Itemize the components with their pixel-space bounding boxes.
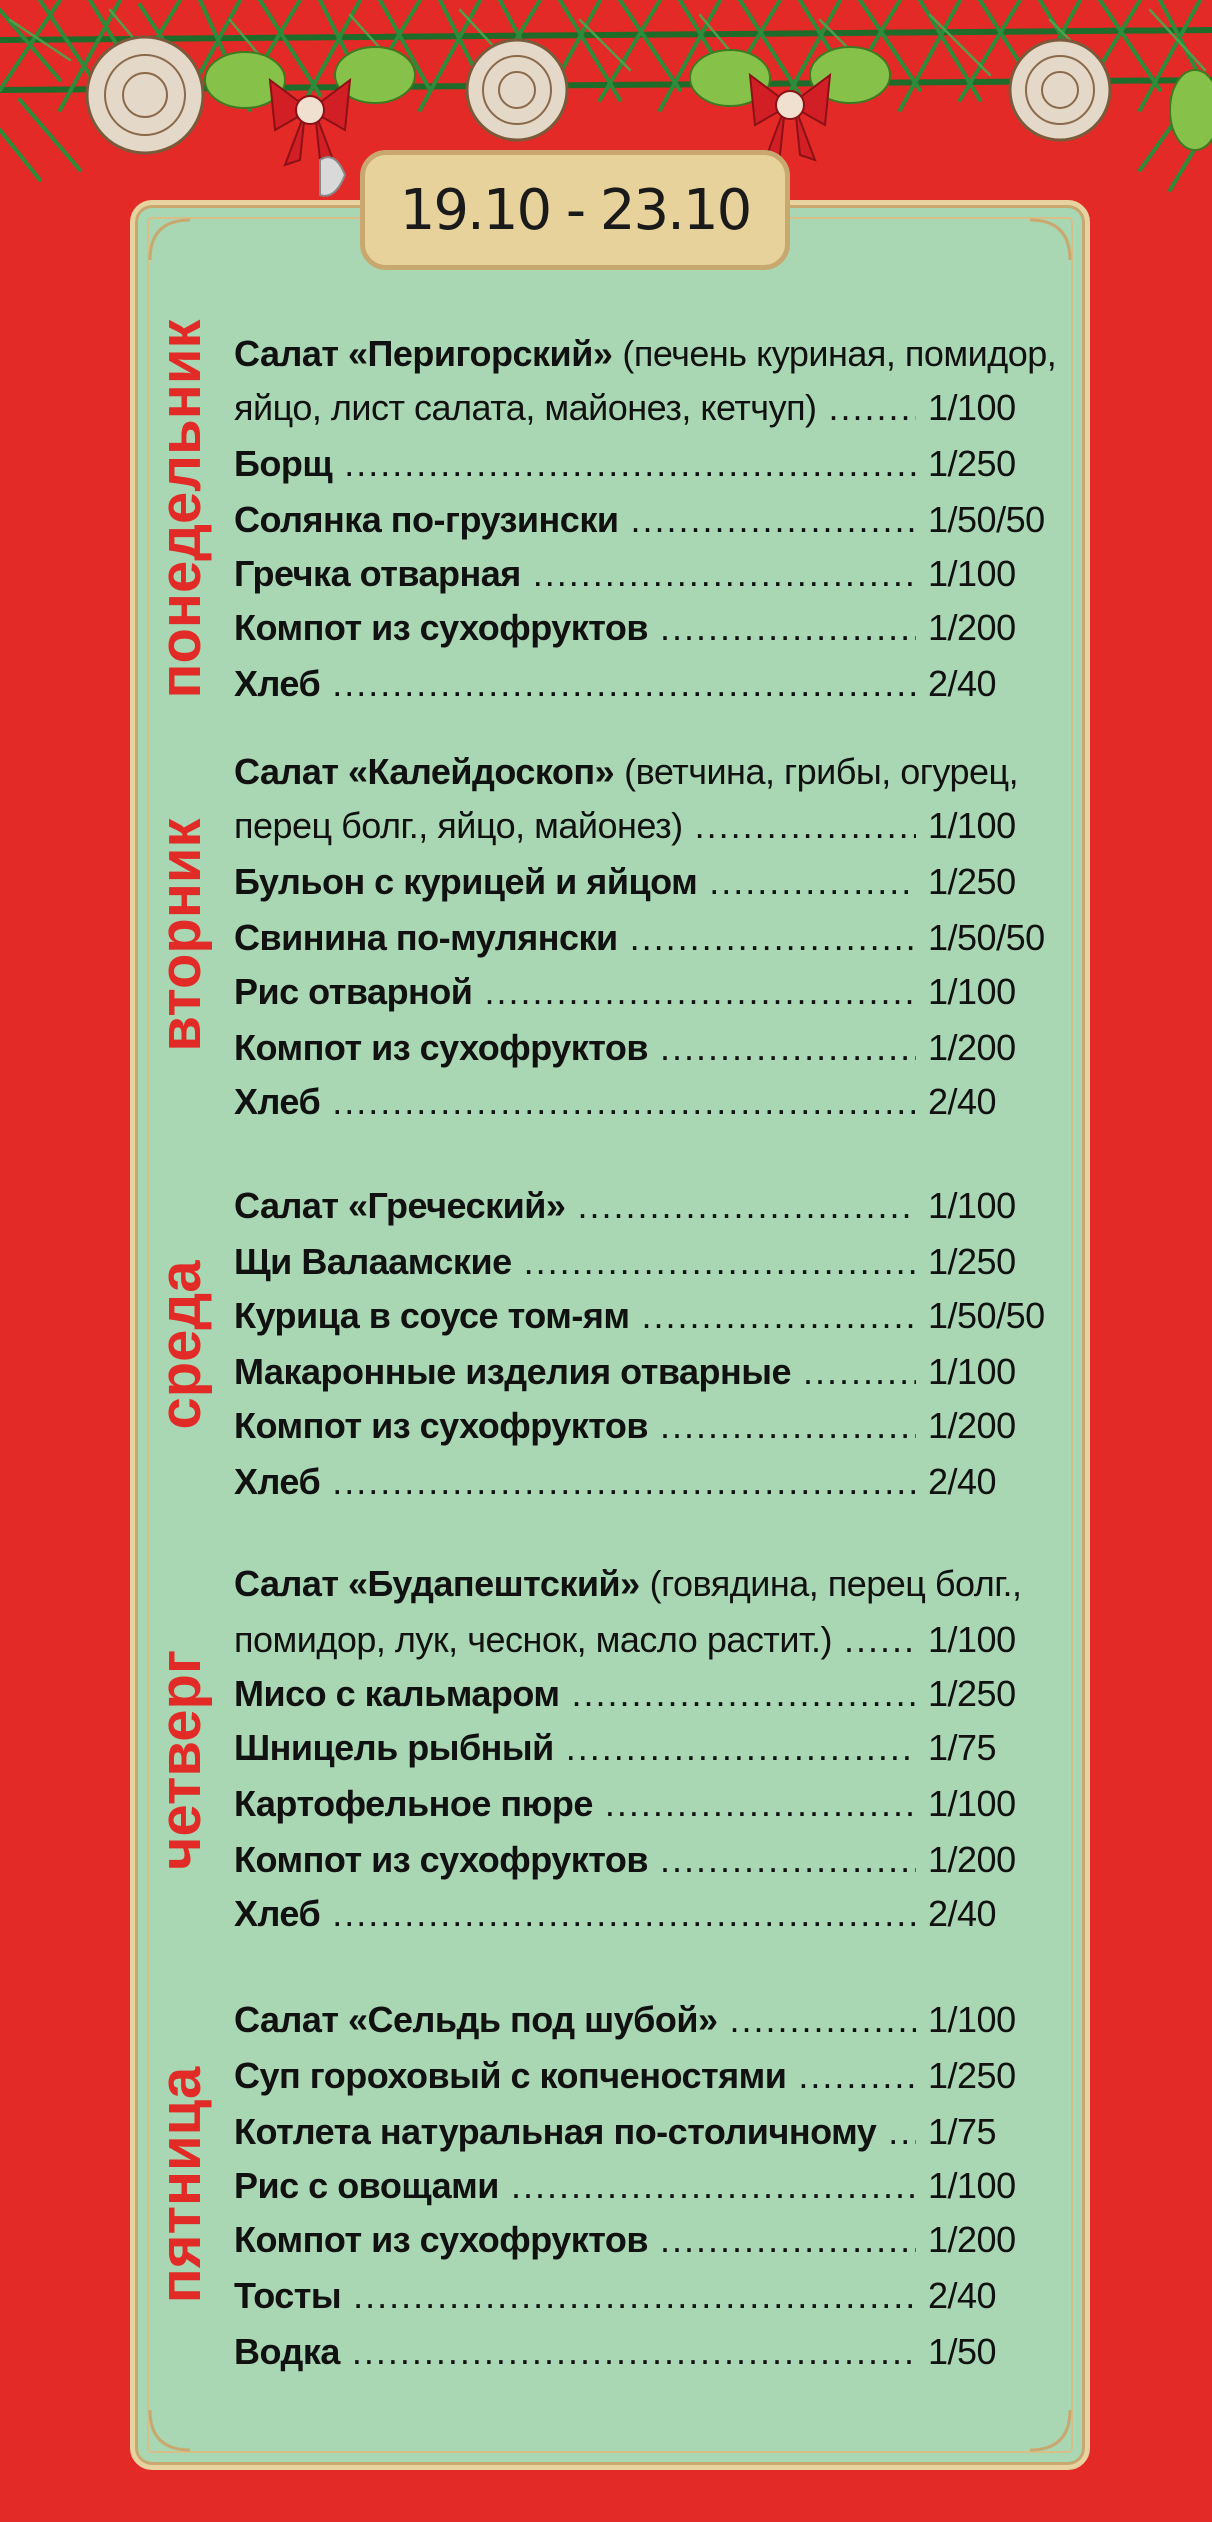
dish-name: Салат «Перигорский» xyxy=(234,333,613,374)
menu-item xyxy=(234,1834,1054,1886)
leader-dots xyxy=(353,2270,916,2322)
leader-dots xyxy=(798,2050,916,2102)
dish-name: Щи Валаамские xyxy=(234,1241,512,1282)
menu-item xyxy=(234,1456,1054,1508)
dish-name: Хлеб xyxy=(234,1893,321,1934)
menu-item xyxy=(234,494,1054,546)
menu-item xyxy=(234,2214,1054,2266)
dish-name: Рис с овощами xyxy=(234,2165,499,2206)
portion: 1/250 xyxy=(928,1673,1016,1714)
portion: 1/100 xyxy=(928,805,1016,846)
dish-description: (говядина, перец болг., xyxy=(649,1563,1022,1604)
dish-name: Компот из сухофруктов xyxy=(234,1027,649,1068)
day-label-thursday: четверг xyxy=(148,1649,213,1871)
portion: 1/75 xyxy=(928,2111,997,2152)
menu-item xyxy=(234,1614,1054,1666)
menu-item xyxy=(234,1076,1054,1128)
menu-item xyxy=(234,1400,1054,1452)
dish-name: Хлеб xyxy=(234,1461,321,1502)
dish-name: Свинина по-мулянски xyxy=(234,917,618,958)
dish-name: Компот из сухофруктов xyxy=(234,1405,649,1446)
dish-name: Гречка отварная xyxy=(234,553,521,594)
dish-name: Курица в соусе том-ям xyxy=(234,1295,630,1336)
menu-item xyxy=(234,1994,1054,2046)
menu-item xyxy=(234,1290,1054,1342)
portion: 2/40 xyxy=(928,1461,997,1502)
leader-dots xyxy=(660,1834,916,1886)
dish-description: помидор, лук, чеснок, масло растит.) xyxy=(234,1619,832,1660)
portion: 1/100 xyxy=(928,1185,1016,1226)
portion: 1/200 xyxy=(928,1405,1016,1446)
portion: 1/200 xyxy=(928,1839,1016,1880)
menu-item xyxy=(234,966,1054,1018)
dish-name: Тосты xyxy=(234,2275,342,2316)
portion: 1/100 xyxy=(928,971,1016,1012)
dish-name: Суп гороховый с копченостями xyxy=(234,2055,787,2096)
dish-name: Хлеб xyxy=(234,663,321,704)
portion: 1/250 xyxy=(928,2055,1016,2096)
leader-dots xyxy=(730,1994,916,2046)
dish-name: Рис отварной xyxy=(234,971,473,1012)
dish-name: Салат «Калейдоскоп» xyxy=(234,751,615,792)
menu-item xyxy=(234,2050,1054,2102)
leader-dots xyxy=(660,1022,916,1074)
day-label-monday: понедельник xyxy=(148,319,213,699)
leader-dots xyxy=(803,1346,916,1398)
day-label-wednesday: среда xyxy=(148,1260,213,1430)
leader-dots xyxy=(660,602,916,654)
menu-item xyxy=(234,602,1054,654)
leader-dots xyxy=(709,856,916,908)
leader-dots xyxy=(577,1180,916,1232)
dish-name: Водка xyxy=(234,2331,340,2372)
portion: 1/200 xyxy=(928,607,1016,648)
menu-item xyxy=(234,1022,1054,1074)
leader-dots xyxy=(484,966,916,1018)
leader-dots xyxy=(511,2160,916,2212)
menu-item xyxy=(234,1888,1054,1940)
menu-item xyxy=(234,856,1054,908)
portion: 1/100 xyxy=(928,1783,1016,1824)
dish-description: яйцо, лист салата, майонез, кетчуп) xyxy=(234,387,817,428)
portion: 1/50/50 xyxy=(928,1295,1045,1336)
menu-item xyxy=(234,438,1054,490)
portion: 2/40 xyxy=(928,2275,997,2316)
dish-name: Шницель рыбный xyxy=(234,1727,554,1768)
dish-description: (ветчина, грибы, огурец, xyxy=(624,751,1019,792)
leader-dots xyxy=(660,2214,916,2266)
leader-dots xyxy=(630,494,916,546)
dish-name: Макаронные изделия отварные xyxy=(234,1351,792,1392)
portion: 1/75 xyxy=(928,1727,997,1768)
portion: 1/200 xyxy=(928,2219,1016,2260)
dish-name: Бульон с курицей и яйцом xyxy=(234,861,698,902)
portion: 1/250 xyxy=(928,1241,1016,1282)
portion: 2/40 xyxy=(928,1893,997,1934)
dish-name: Компот из сухофруктов xyxy=(234,2219,649,2260)
leader-dots xyxy=(566,1722,916,1774)
leader-dots xyxy=(332,1456,916,1508)
leader-dots xyxy=(524,1236,916,1288)
dish-name: Компот из сухофруктов xyxy=(234,1839,649,1880)
leader-dots xyxy=(844,1614,916,1666)
leader-dots xyxy=(533,548,916,600)
portion: 1/100 xyxy=(928,1619,1016,1660)
menu-item xyxy=(234,1236,1054,1288)
portion: 1/100 xyxy=(928,387,1016,428)
leader-dots xyxy=(332,658,916,710)
menu-item xyxy=(234,328,1057,380)
dish-name: Салат «Будапештский» xyxy=(234,1563,640,1604)
day-label-tuesday: вторник xyxy=(148,818,213,1052)
leader-dots xyxy=(344,438,916,490)
leader-dots xyxy=(605,1778,916,1830)
dish-name: Хлеб xyxy=(234,1081,321,1122)
day-label-friday: пятница xyxy=(148,2066,213,2304)
menu-item xyxy=(234,2160,1054,2212)
dish-description: (печень куриная, помидор, xyxy=(622,333,1057,374)
dish-name: Солянка по-грузински xyxy=(234,499,619,540)
date-range: 19.10 - 23.10 xyxy=(399,177,751,243)
portion: 1/50/50 xyxy=(928,499,1045,540)
menu-item xyxy=(234,1346,1054,1398)
portion: 1/200 xyxy=(928,1027,1016,1068)
portion: 1/100 xyxy=(928,2165,1016,2206)
leader-dots xyxy=(642,1290,916,1342)
portion: 1/250 xyxy=(928,443,1016,484)
menu-item xyxy=(234,2106,1054,2158)
dish-name: Борщ xyxy=(234,443,333,484)
dish-name: Картофельное пюре xyxy=(234,1783,593,1824)
dish-name: Котлета натуральная по-столичному xyxy=(234,2111,877,2152)
portion: 1/100 xyxy=(928,1351,1016,1392)
dish-name: Компот из сухофруктов xyxy=(234,607,649,648)
menu-item xyxy=(234,1778,1054,1830)
portion: 2/40 xyxy=(928,663,997,704)
portion: 1/250 xyxy=(928,861,1016,902)
dish-name: Мисо с кальмаром xyxy=(234,1673,560,1714)
portion: 1/50/50 xyxy=(928,917,1045,958)
menu-item xyxy=(234,548,1054,600)
leader-dots xyxy=(630,912,916,964)
dish-name: Салат «Сельдь под шубой» xyxy=(234,1999,718,2040)
portion: 1/100 xyxy=(928,1999,1016,2040)
portion: 1/100 xyxy=(928,553,1016,594)
leader-dots xyxy=(888,2106,916,2158)
dish-description: перец болг., яйцо, майонез) xyxy=(234,805,683,846)
portion: 2/40 xyxy=(928,1081,997,1122)
menu-item xyxy=(234,2326,1054,2378)
menu-item xyxy=(234,746,1054,798)
leader-dots xyxy=(572,1668,916,1720)
leader-dots xyxy=(332,1888,916,1940)
leader-dots xyxy=(829,382,916,434)
portion: 1/50 xyxy=(928,2331,997,2372)
menu-item xyxy=(234,658,1054,710)
leader-dots xyxy=(695,800,916,852)
leader-dots xyxy=(352,2326,916,2378)
dish-name: Салат «Греческий» xyxy=(234,1185,566,1226)
menu-item xyxy=(234,382,1054,434)
menu-item xyxy=(234,1722,1054,1774)
date-range-badge xyxy=(360,150,790,270)
menu-item xyxy=(234,912,1054,964)
menu-item xyxy=(234,800,1054,852)
leader-dots xyxy=(660,1400,916,1452)
menu-item xyxy=(234,1668,1054,1720)
leader-dots xyxy=(332,1076,916,1128)
menu-item xyxy=(234,1180,1054,1232)
menu-item xyxy=(234,2270,1054,2322)
menu-item xyxy=(234,1558,1054,1610)
